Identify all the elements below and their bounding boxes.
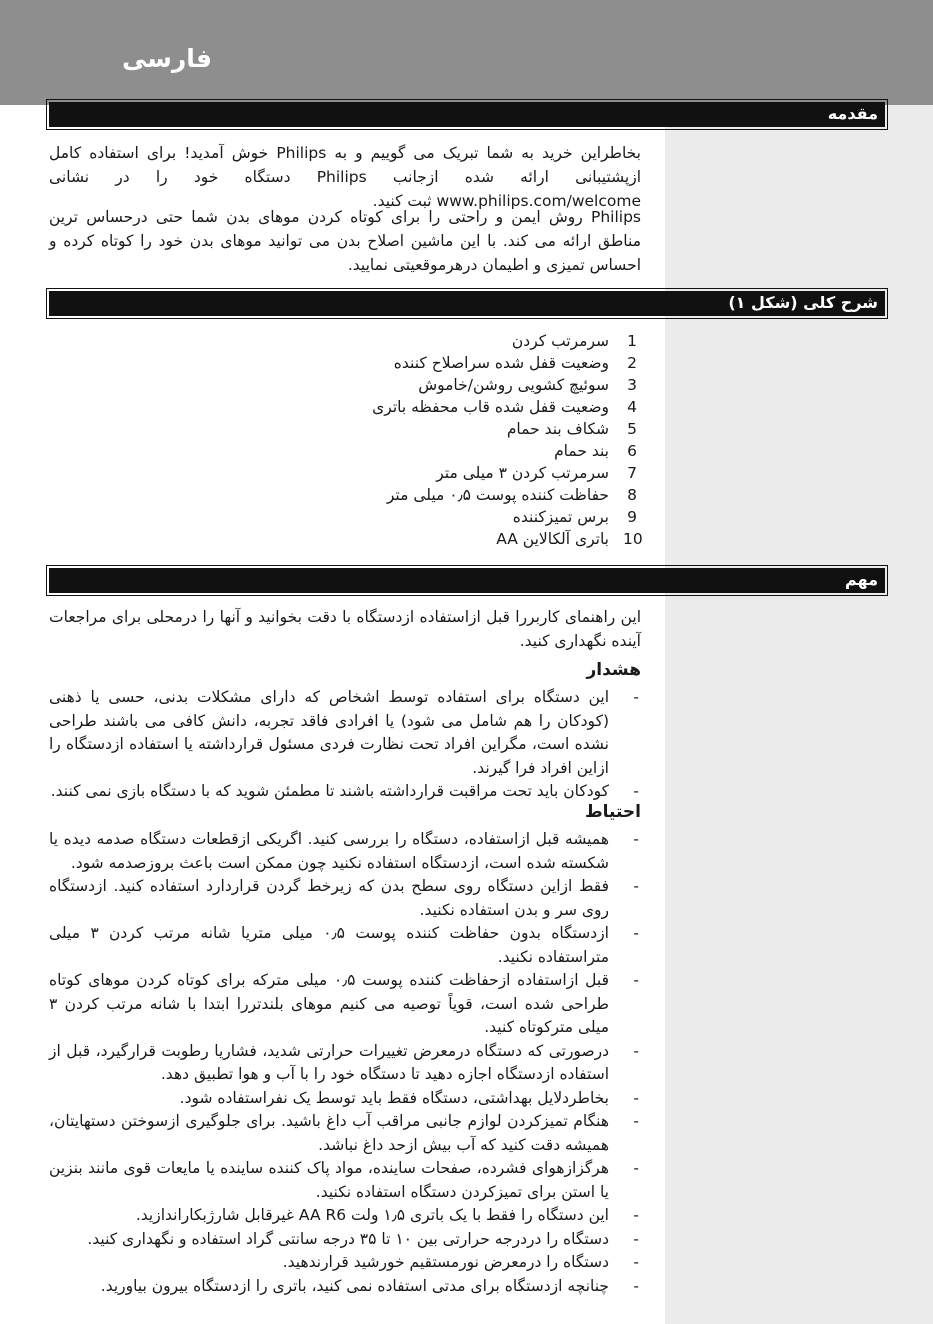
important-heading-text: مهم: [844, 570, 878, 589]
caution-text: چنانچه ازدستگاه برای مدتی استفاده نمی کنید، باتری را ازدستگاه بیرون بیاورید.: [100, 1276, 609, 1295]
caution-text: دستگاه را درمعرض نورمستقیم خورشید قرارندهید.: [282, 1253, 609, 1271]
item-number: 7: [627, 464, 637, 482]
warning-text: کودکان باید تحت مراقبت قرارداشته باشند تا مطمئن شوید که با دستگاه بازی نمی کنند.: [50, 782, 609, 800]
item-number: 6: [627, 442, 637, 460]
item-label: باتری آلکالاین AA: [496, 530, 609, 548]
intro-paragraph-1: بخاطراین خرید به شما تبریک می گوییم و به Philips خوش آمدید! برای استفاده کامل ازپشتیبانی ارائه شده ازجانب Philips دستگاه خود را در نشانی www.philips.com/welcome ثبت کنید.: [49, 144, 642, 210]
language-title: فارسی: [122, 44, 213, 73]
item-number: 10: [623, 530, 643, 548]
header-band: [0, 0, 933, 105]
item-label: شکاف بند حمام: [506, 420, 609, 438]
caution-text: درصورتی که دستگاه درمعرض تغییرات حرارتی شدید، فشاریا رطوبت قرارگیرد، قبل از استفاده ازدستگاه اجازه دهید تا دستگاه خود را با آب و هوا تطبیق دهد.: [49, 1041, 609, 1083]
warning-list: [49, 686, 641, 804]
list-item: [49, 440, 641, 462]
caution-heading: احتیاط: [585, 802, 641, 822]
item-number: 4: [627, 398, 637, 416]
item-label: برس تمیزکننده: [512, 508, 609, 526]
list-item: - ازدستگاه بدون حفاظت کننده پوست ۰٫۵ میلی متریا شانه مرتب کردن ۳ میلی متراستفاده نکنید.: [49, 924, 639, 966]
item-label: وضعیت قفل شده قاب محفظه باتری: [372, 398, 609, 416]
overview-heading-text: شرح کلی (شکل ۱): [728, 293, 878, 312]
item-number: 9: [627, 508, 637, 526]
caution-text: بخاطردلایل بهداشتی، دستگاه فقط باید توسط یک نفراستفاده شود.: [179, 1088, 609, 1107]
item-number: 8: [627, 486, 637, 504]
caution-text: همیشه قبل ازاستفاده، دستگاه را بررسی کنید. اگریکی ازقطعات دستگاه صدمه دیده یا شکسته شده است، ازدستگاه استفاده نکنید چون ممکن است باعث بروزصدمه شود.: [49, 830, 609, 872]
intro-paragraph-2: Philips روش ایمن و راحتی را برای کوتاه کردن موهای بدن شما حتی درحساس ترین مناطق ارائه می کند. با این ماشین اصلاح بدن می توانید موهای بدن خود را کوتاه کرده و احساس تمیزی و اطیمان درهرموقعیتی نمایید.: [49, 208, 641, 274]
item-label: سرمرتب کردن ۳ میلی متر: [436, 464, 609, 482]
caution-text: هرگزازهوای فشرده، صفحات ساینده، مواد پاک کننده ساینده یا مایعات قوی مانند بنزین یا استن برای تمیزکردن دستگاه استفاده نکنید.: [49, 1159, 609, 1201]
list-item: - این دستگاه را فقط با یک باتری ۱٫۵ ولت AA R6 غیرقابل شارژبکاراندازید.: [135, 1206, 639, 1224]
item-number: 3: [627, 376, 637, 394]
side-margin-column: [665, 105, 933, 1324]
list-item: - هرگزازهوای فشرده، صفحات ساینده، مواد پاک کننده ساینده یا مایعات قوی مانند بنزین یا استن برای تمیزکردن دستگاه استفاده نکنید.: [49, 1159, 639, 1201]
caution-text: دستگاه را دردرجه حرارتی بین ۱۰ تا ۳۵ درجه سانتی گراد استفاده و نگهداری کنید.: [87, 1229, 609, 1248]
list-item: [49, 506, 641, 528]
list-item: [49, 484, 641, 506]
item-label: سرمرتب کردن: [511, 332, 609, 350]
item-number: 5: [627, 420, 637, 438]
caution-text: فقط ازاین دستگاه روی سطح بدن که زیرخط گردن قراردارد استفاده کنید. ازدستگاه روی سر و بدن استفاده نکنید.: [49, 877, 609, 919]
warning-heading: هشدار: [586, 660, 641, 680]
section-heading-important: [49, 568, 885, 593]
list-item: - هنگام تمیزکردن لوازم جانبی مراقب آب داغ باشید. برای جلوگیری ازسوختن دستهایتان، همیشه دقت کنید که آب بیش ازحد داغ نباشد.: [49, 1112, 639, 1154]
section-heading-overview: [49, 291, 885, 316]
important-intro: این راهنمای کاربررا قبل ازاستفاده ازدستگاه با دقت بخوانید و آنها را درمحلی برای مراجعات آینده نگهداری کنید.: [49, 608, 641, 650]
list-item: - درصورتی که دستگاه درمعرض تغییرات حرارتی شدید، فشاریا رطوبت قرارگیرد، قبل از استفاده ازدستگاه اجازه دهید تا دستگاه خود را با آب و هوا تطبیق دهد.: [49, 1041, 639, 1083]
list-item: - قبل ازاستفاده ازحفاظت کننده پوست ۰٫۵ میلی مترکه برای کوتاه کردن موهای کوتاه طراحی شده است، قویاً توصیه می کنیم موهای بلندتررا ابتدا با شانه مرتب کردن ۳ میلی مترکوتاه کنید.: [49, 971, 639, 1036]
caution-text: هنگام تمیزکردن لوازم جانبی مراقب آب داغ باشید. برای جلوگیری ازسوختن دستهایتان، همیشه دقت کنید که آب بیش ازحد داغ نباشد.: [49, 1112, 609, 1154]
list-item: [49, 330, 641, 352]
list-item: - کودکان باید تحت مراقبت قرارداشته باشند تا مطمئن شوید که با دستگاه بازی نمی کنند.: [50, 782, 639, 800]
list-item: - فقط ازاین دستگاه روی سطح بدن که زیرخط گردن قراردارد استفاده کنید. ازدستگاه روی سر و بدن استفاده نکنید.: [49, 877, 639, 919]
item-label: وضعیت قفل شده سراصلاح کننده: [393, 354, 609, 372]
list-item: [49, 374, 641, 396]
list-item: - همیشه قبل ازاستفاده، دستگاه را بررسی کنید. اگریکی ازقطعات دستگاه صدمه دیده یا شکسته شده است، ازدستگاه استفاده نکنید چون ممکن است باعث بروزصدمه شود.: [49, 830, 639, 872]
list-item: [49, 352, 641, 374]
list-item: [49, 418, 641, 440]
item-label: حفاظت کننده پوست ۰٫۵ میلی متر: [386, 486, 609, 504]
item-label: سوئیچ کشویی روشن/خاموش: [418, 376, 609, 394]
list-item: - دستگاه را درمعرض نورمستقیم خورشید قرارندهید.: [282, 1253, 639, 1271]
caution-text: این دستگاه را فقط با یک باتری ۱٫۵ ولت AA R6 غیرقابل شارژبکاراندازید.: [135, 1206, 609, 1224]
section-heading-intro: [49, 102, 885, 127]
list-item: - چنانچه ازدستگاه برای مدتی استفاده نمی کنید، باتری را ازدستگاه بیرون بیاورید.: [100, 1276, 639, 1295]
item-label: بند حمام: [554, 442, 609, 460]
list-item: [49, 462, 641, 484]
item-number: 2: [627, 354, 637, 372]
overview-list: [49, 330, 641, 550]
intro-heading-text: مقدمه: [827, 104, 878, 123]
caution-text: ازدستگاه بدون حفاظت کننده پوست ۰٫۵ میلی متریا شانه مرتب کردن ۳ میلی متراستفاده نکنید.: [49, 924, 609, 966]
item-number: 1: [627, 332, 637, 350]
list-item: - بخاطردلایل بهداشتی، دستگاه فقط باید توسط یک نفراستفاده شود.: [179, 1088, 639, 1107]
list-item: - این دستگاه برای استفاده توسط اشخاص که دارای مشکلات بدنی، حسی یا ذهنی (کودکان را هم شامل می شود) یا افرادی فاقد تجربه، دانش کافی می باشند طراحی نشده است، مگراین افراد تحت نظارت فردی مسئول قرارداشته یا استفاده ازدستگاه را ازاین افراد فرا گیرند.: [49, 688, 639, 777]
list-item: [49, 528, 641, 550]
list-item: [49, 396, 641, 418]
warning-text: این دستگاه برای استفاده توسط اشخاص که دارای مشکلات بدنی، حسی یا ذهنی (کودکان را هم شامل می شود) یا افرادی فاقد تجربه، دانش کافی می باشند طراحی نشده است، مگراین افراد تحت نظارت فردی مسئول قرارداشته یا استفاده ازدستگاه را ازاین افراد فرا گیرند.: [49, 688, 609, 777]
caution-list: [49, 828, 641, 1298]
caution-text: قبل ازاستفاده ازحفاظت کننده پوست ۰٫۵ میلی مترکه برای کوتاه کردن موهای کوتاه طراحی شده است، قویاً توصیه می کنیم موهای بلندتررا ابتدا با شانه مرتب کردن ۳ میلی مترکوتاه کنید.: [49, 971, 609, 1036]
list-item: - دستگاه را دردرجه حرارتی بین ۱۰ تا ۳۵ درجه سانتی گراد استفاده و نگهداری کنید.: [87, 1229, 639, 1248]
